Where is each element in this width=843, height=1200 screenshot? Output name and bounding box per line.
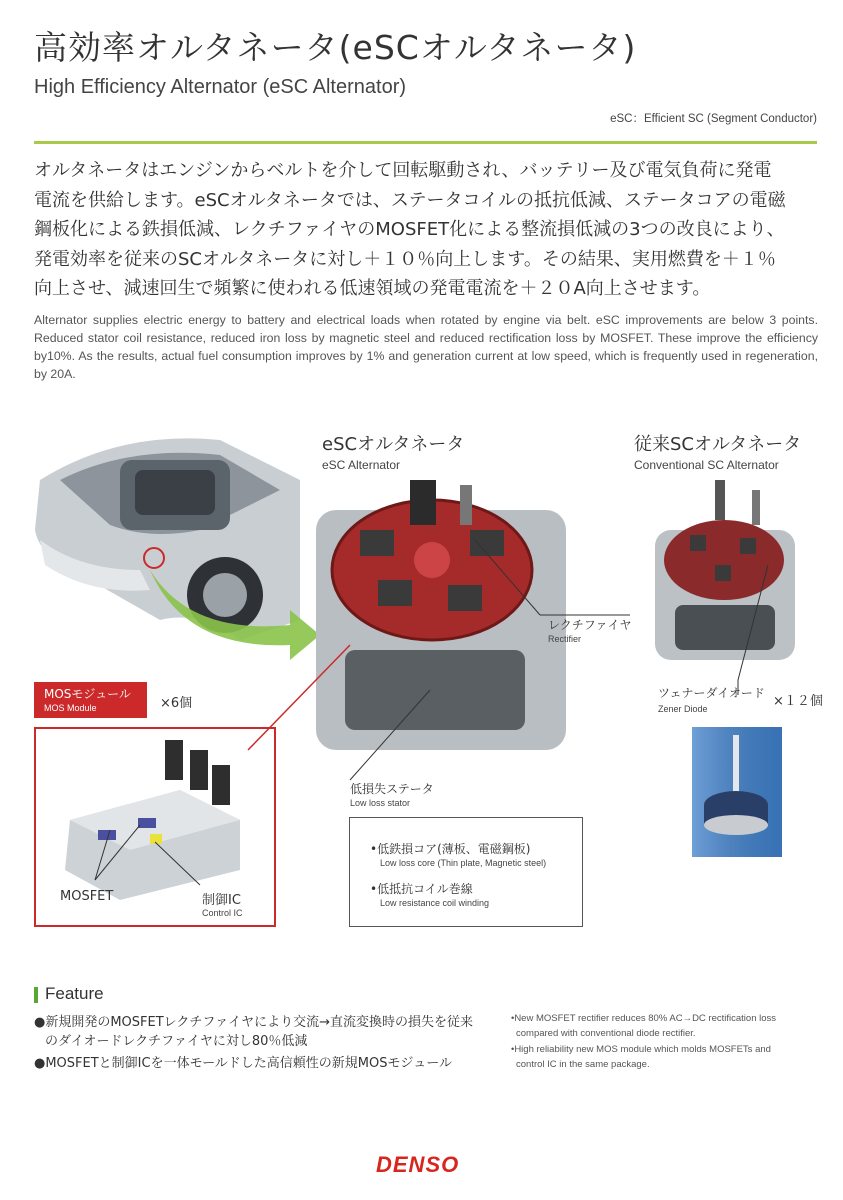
intro-ja-line: オルタネータはエンジンからベルトを介して回転駆動され、バッテリー及び電気負荷に発電	[34, 160, 772, 181]
feature-item-1-line: ●新規開発のMOSFETレクチファイヤにより交流→直流変換時の損失を従来	[34, 1015, 474, 1030]
stator-label-en: Low loss stator	[350, 798, 411, 808]
feature-en-2-line: •High reliability new MOS module which molds MOSFETs and	[511, 1044, 771, 1055]
conventional-heading-en: Conventional SC Alternator	[634, 458, 779, 472]
car-illustration	[35, 438, 300, 640]
intro-ja-line: 電流を供給します。eSCオルタネータでは、ステータコイルの抵抗低減、ステータコアの電磁	[34, 189, 786, 211]
feature-bar	[34, 987, 38, 1003]
denso-logo: DENSO	[376, 1152, 460, 1177]
stator-label: 低損失ステータ	[350, 782, 434, 796]
mos-badge-ja: MOSモジュール	[44, 687, 131, 701]
intro-en: Alternator supplies electric energy to battery and electrical loads when rotated by engine via belt. eSC improvements are below 3 points. Reduced stator coil resistance, reduced iron loss by magnetic steel and reduced rectification loss by MOSFET. These improve the efficiency by10%. As the results, actual fuel consumption improves by 1% and generation current at low speed, which is frequently used in regeneration, by 20A.	[34, 313, 818, 381]
esc-heading: eSCオルタネータ	[322, 434, 465, 455]
feature-item-1	[34, 1013, 504, 1051]
feature-en-2	[511, 1042, 821, 1072]
feature-en-1-line: compared with conventional diode rectifier.	[516, 1028, 696, 1039]
control-ic-label-en: Control IC	[202, 908, 243, 918]
stator-item1-en: Low loss core (Thin plate, Magnetic steel)	[380, 858, 547, 868]
esc-alternator-illustration	[316, 480, 566, 750]
page-title: 高効率オルタネータ(eSCオルタネータ)	[34, 28, 637, 67]
header-rule	[34, 141, 817, 144]
stator-info-box	[349, 817, 583, 927]
header-note: eSC：Efficient SC (Segment Conductor)	[610, 113, 817, 125]
mos-module-badge	[34, 682, 147, 718]
mos-count: ×6個	[160, 696, 193, 711]
feature-item-1-line: のダイオードレクチファイヤに対し80％低減	[45, 1034, 308, 1049]
intro-ja-line: 発電効率を従来のSCオルタネータに対し＋１０％向上します。その結果、実用燃費を＋１％	[34, 248, 776, 270]
feature-title: Feature	[45, 984, 104, 1003]
mosfet-label: MOSFET	[60, 889, 114, 904]
rectifier-label-en: Rectifier	[548, 634, 582, 644]
rectifier-label: レクチファイヤ	[548, 618, 632, 632]
zener-label-en: Zener Diode	[658, 704, 708, 714]
zener-label: ツェナーダイオード	[658, 686, 765, 700]
intro-ja-line: 向上させ、減速回生で頻繁に使われる低速領域の発電電流を＋２０A向上させます。	[34, 278, 711, 299]
control-ic-label: 制御IC	[202, 893, 241, 908]
conventional-alternator-illustration	[655, 480, 795, 660]
zener-count: ×１２個	[773, 694, 823, 709]
feature-en-1-line: •New MOSFET rectifier reduces 80% AC→DC rectification loss	[511, 1013, 777, 1024]
feature-item-2: ●MOSFETと制御ICを一体モールドした高信頼性の新規MOSモジュール	[34, 1056, 452, 1071]
esc-heading-en: eSC Alternator	[322, 458, 401, 472]
conventional-heading: 従来SCオルタネータ	[634, 434, 802, 455]
intro-ja	[34, 156, 824, 304]
stator-item1: •低鉄損コア(薄板、電磁鋼板)	[370, 842, 531, 856]
mos-badge-en: MOS Module	[44, 703, 97, 713]
intro-ja-line: 鋼板化による鉄損低減、レクチファイヤのMOSFET化による整流損低減の3つの改良により、	[34, 219, 785, 240]
stator-item2-en: Low resistance coil winding	[380, 898, 490, 908]
feature-en-1	[511, 1011, 821, 1041]
feature-en-2-line: control IC in the same package.	[516, 1059, 650, 1070]
zener-diode-photo	[692, 727, 782, 857]
page-subtitle: High Efficiency Alternator (eSC Alternator)	[34, 76, 407, 98]
stator-item2: •低抵抗コイル巻線	[370, 882, 473, 896]
